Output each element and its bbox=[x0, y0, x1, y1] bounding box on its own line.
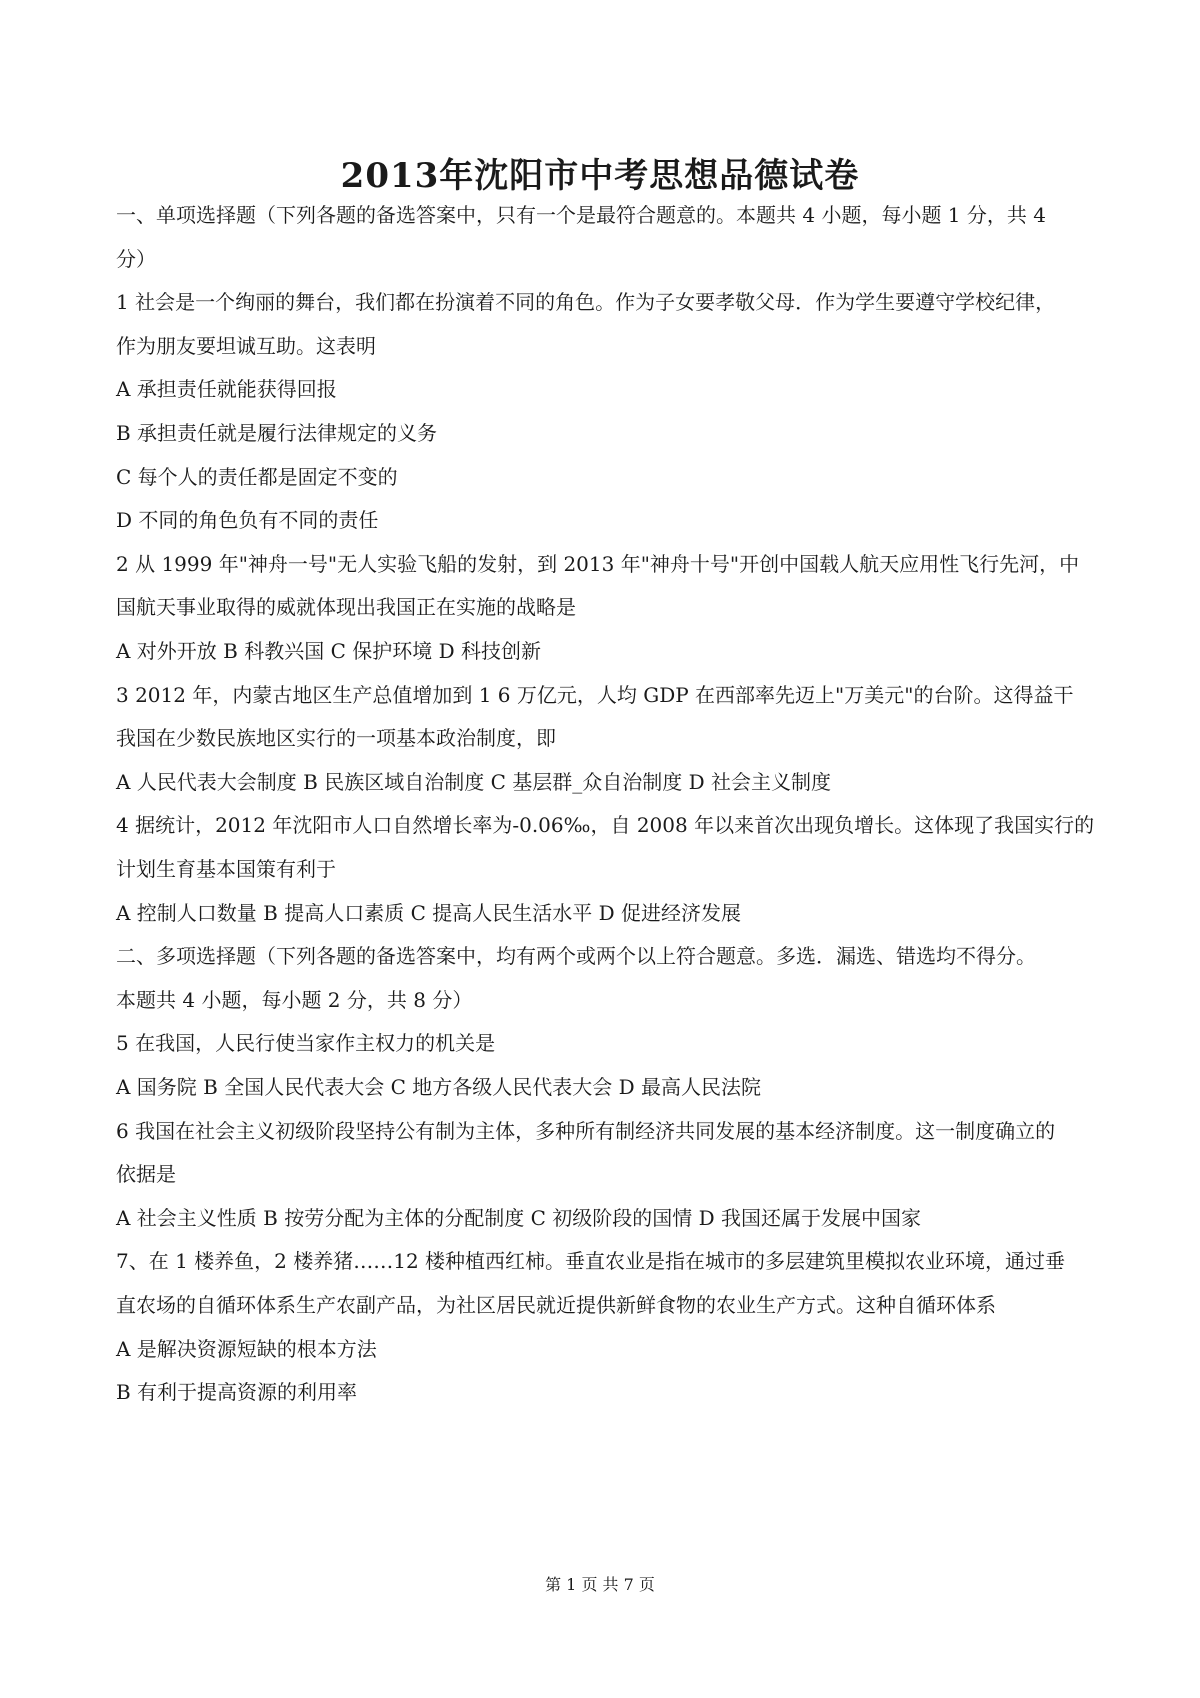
text-line: 计划生育基本国策有利于 bbox=[116, 857, 336, 881]
text-line: 5 在我国，人民行使当家作主权力的机关是 bbox=[116, 1031, 496, 1055]
text-line: 6 我国在社会主义初级阶段坚持公有制为主体，多种所有制经济共同发展的基本经济制度。这一制度确立的 bbox=[116, 1119, 1056, 1143]
page-footer: 第 1 页 共 7 页 bbox=[545, 1575, 655, 1594]
text-line: 依据是 bbox=[116, 1162, 176, 1186]
text-line: 7、在 1 楼养鱼，2 楼养猪……12 楼种植西红柿。垂直农业是指在城市的多层建筑里模拟农业环境，通过垂 bbox=[116, 1249, 1066, 1273]
exam-title: 2013年沈阳市中考思想品德试卷 bbox=[340, 156, 860, 196]
text-line: 直农场的自循环体系生产农副产品，为社区居民就近提供新鲜食物的农业生产方式。这种自循环体系 bbox=[116, 1293, 996, 1317]
text-line: 作为朋友要坦诚互助。这表明 bbox=[116, 334, 376, 358]
text-line: C 每个人的责任都是固定不变的 bbox=[116, 465, 398, 489]
text-line: D 不同的角色负有不同的责任 bbox=[116, 508, 379, 532]
text-line: 本题共 4 小题，每小题 2 分，共 8 分） bbox=[116, 988, 473, 1012]
text-line: A 控制人口数量 B 提高人口素质 C 提高人民生活水平 D 促进经济发展 bbox=[116, 901, 741, 925]
text-line: A 承担责任就能获得回报 bbox=[116, 377, 337, 401]
text-line: B 有利于提高资源的利用率 bbox=[116, 1380, 358, 1404]
text-line: 国航天事业取得的威就体现出我国正在实施的战略是 bbox=[116, 595, 576, 619]
text-line: 1 社会是一个绚丽的舞台，我们都在扮演着不同的角色。作为子女要孝敬父母．作为学生要遵守学校纪律， bbox=[116, 290, 1056, 314]
text-line: A 人民代表大会制度 B 民族区域自治制度 C 基层群_众自治制度 D 社会主义制度 bbox=[116, 770, 831, 794]
text-line: A 社会主义性质 B 按劳分配为主体的分配制度 C 初级阶段的国情 D 我国还属于发展中国家 bbox=[116, 1206, 921, 1230]
text-line: 4 据统计，2012 年沈阳市人口自然增长率为-0.06‰，自 2008 年以来首次出现负增长。这体现了我国实行的 bbox=[116, 813, 1095, 837]
text-line: 2 从 1999 年"神舟一号"无人实验飞船的发射，到 2013 年"神舟十号"开创中国载人航天应用性飞行先河，中 bbox=[116, 552, 1080, 576]
text-line: 分） bbox=[116, 247, 156, 271]
text-line: 我国在少数民族地区实行的一项基本政治制度，即 bbox=[116, 726, 556, 750]
text-line: 一、单项选择题（下列各题的备选答案中，只有一个是最符合题意的。本题共 4 小题，每小题 1 分，共 4 bbox=[116, 203, 1046, 227]
text-line: 3 2012 年，内蒙古地区生产总值增加到 1 6 万亿元，人均 GDP 在西部率先迈上"万美元"的台阶。这得益干 bbox=[116, 683, 1074, 707]
text-line: A 是解决资源短缺的根本方法 bbox=[116, 1337, 377, 1361]
text-line: A 对外开放 B 科教兴国 C 保护环境 D 科技创新 bbox=[116, 639, 541, 663]
text-line: B 承担责任就是履行法律规定的义务 bbox=[116, 421, 438, 445]
text-line: 二、多项选择题（下列各题的备选答案中，均有两个或两个以上符合题意。多选．漏选、错选均不得分。 bbox=[116, 944, 1036, 968]
text-line: A 国务院 B 全国人民代表大会 C 地方各级人民代表大会 D 最高人民法院 bbox=[116, 1075, 761, 1099]
